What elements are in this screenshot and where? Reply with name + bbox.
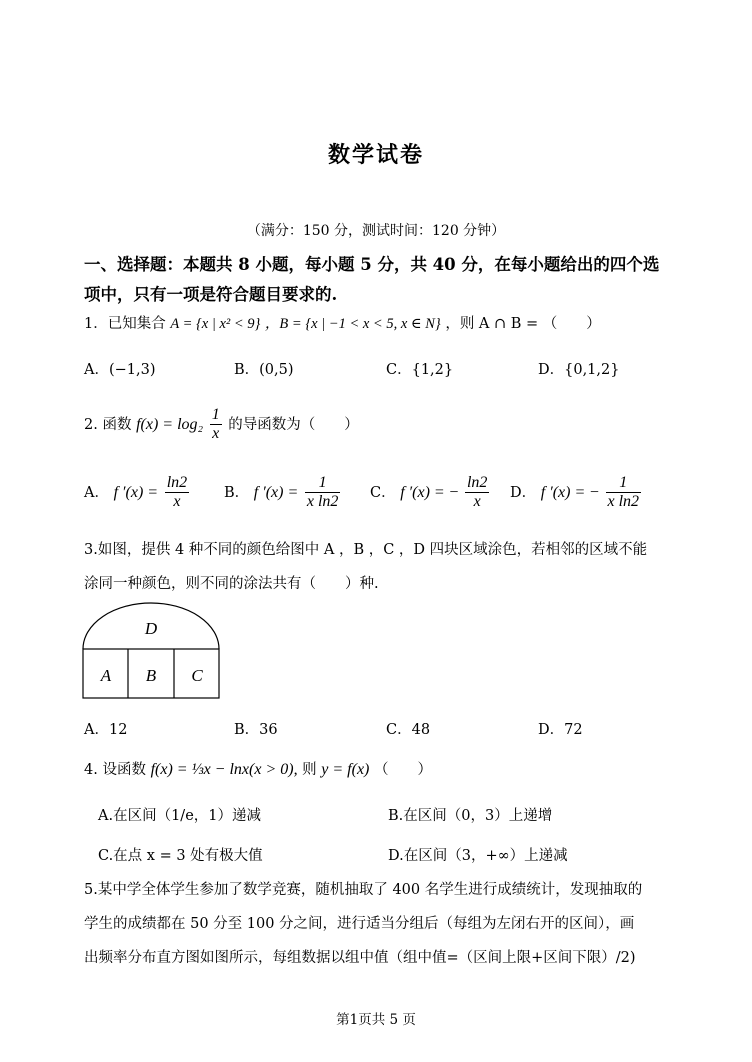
q2-option-a [84,474,191,512]
q2-function: f(x) = log₂ [136,415,204,433]
q2-option-c-lhs: f ′(x) = [400,483,445,501]
q2-fraction [210,406,222,444]
q2-option-d-den: x ln2 [607,493,640,511]
q4-prefix: 4. 设函数 [84,762,146,778]
q2-option-d-label: D． [510,484,537,501]
q4-suffix: （ ） [374,762,432,778]
q2-option-b-label: B． [224,484,250,501]
q2-option-c-label: C． [370,484,396,501]
q4-y: y = f(x) [321,761,370,778]
q2-option-b-lhs: f ′(x) = [253,483,299,501]
exam-info: （满分：150 分，测试时间：120 分钟） [246,223,506,239]
region-d-label: D [144,619,158,638]
question-2 [84,406,359,444]
q2-frac-den: x [212,425,220,443]
q2-option-a-frac [165,474,189,512]
question-3-line2: 涂同一种颜色，则不同的涂法共有（ ）种. [84,576,379,592]
region-b-label: B [145,666,157,685]
question-5-line3: 出频率分布直方图如图所示，每组数据以组中值（组中值=（区间上限+区间下限）/2) [84,950,636,966]
q2-option-c [370,474,491,512]
q2-option-d-sign: − [589,483,599,501]
section-heading [84,250,684,310]
q2-suffix: 的导函数为（ ） [228,416,359,433]
q2-prefix: 2. 函数 [84,416,132,433]
q2-option-b [224,474,342,512]
q1-option-a: A．(−1,3) [84,362,156,378]
page-title: 数学试卷 [327,142,424,168]
q3-option-c: C．48 [386,722,431,738]
q2-frac-num: 1 [210,406,222,425]
q1-suffix: ，则 A ∩ B = （ ） [445,316,601,332]
q2-option-d-lhs: f ′(x) = [540,483,586,501]
q1-set-b: ，B = {x | −1 < x < 5, x ∈ N} [264,316,441,332]
q2-option-a-num: ln2 [165,474,189,493]
q4-option-a: A.在区间（1/e，1）递减 [98,808,261,824]
q1-option-c: C．{1,2} [386,362,454,378]
q2-option-b-num: 1 [305,474,341,493]
q4-mid: 则 [302,762,317,778]
q2-option-d-num: 1 [606,474,642,493]
question-1 [84,312,601,333]
q2-option-d-frac [606,474,642,512]
q2-option-b-den: x ln2 [306,493,339,511]
q2-option-c-num: ln2 [465,474,489,493]
q1-option-d: D．{0,1,2} [538,362,620,378]
q2-option-c-frac [465,474,489,512]
q2-option-c-den: x [473,493,481,511]
q2-option-a-label: A． [84,484,109,501]
section-heading-line2: 项中，只有一项是符合题目要求的. [84,285,338,304]
q1-option-b: B．(0,5) [234,362,294,378]
question-5-line1: 5.某中学全体学生参加了数学竞赛，随机抽取了 400 名学生进行成绩统计，发现抽取的 [84,882,643,898]
region-diagram [82,602,222,702]
question-4 [84,758,432,779]
q1-set-a: A = {x | x² < 9} [170,316,261,332]
region-c-label: C [191,666,203,685]
q4-function: f(x) = ⅓x − lnx(x > 0), [150,761,298,778]
q2-option-a-den: x [173,493,181,511]
q2-option-a-lhs: f ′(x) = [113,483,159,501]
page-number: 第1页共 5 页 [336,1012,416,1028]
q3-option-a: A．12 [84,722,128,738]
q3-option-b: B．36 [234,722,278,738]
question-3-line1: 3.如图，提供 4 种不同的颜色给图中 A ，B ，C ，D 四块区域涂色，若相邻的区域不能 [84,542,648,558]
q4-option-c: C.在点 x = 3 处有极大值 [98,848,263,864]
q3-option-d: D．72 [538,722,583,738]
section-heading-line1: 一、选择题：本题共 8 小题，每小题 5 分，共 40 分，在每小题给出的四个选 [84,255,660,274]
region-a-label: A [100,666,112,685]
q2-option-c-sign: − [449,483,459,501]
q1-prefix: 1．已知集合 [84,316,166,332]
q2-option-b-frac [305,474,341,512]
q4-option-d: D.在区间（3，+∞）上递减 [388,848,568,864]
q4-option-b: B.在区间（0，3）上递增 [388,808,553,824]
q2-option-d [510,474,643,512]
question-5-line2: 学生的成绩都在 50 分至 100 分之间，进行适当分组后（每组为左闭右开的区间），画 [84,916,635,932]
